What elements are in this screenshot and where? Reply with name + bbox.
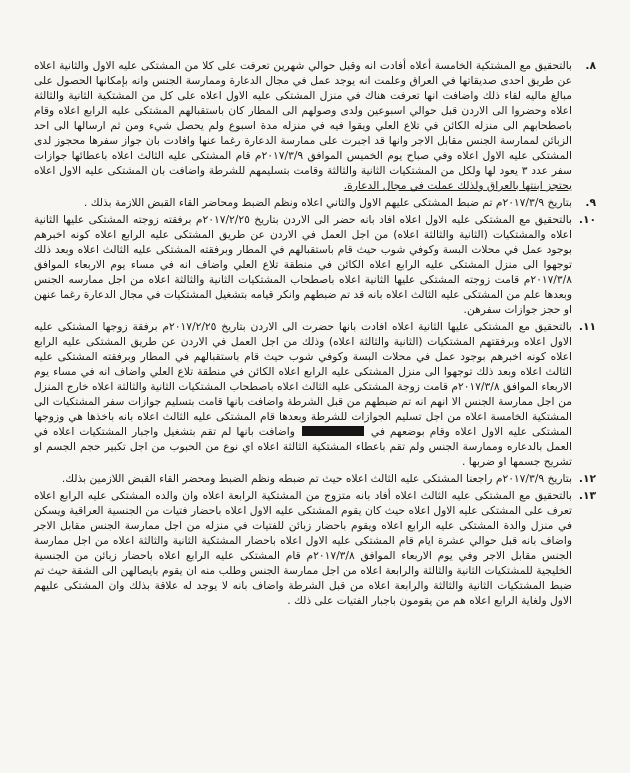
paragraph-text: بالتحقيق مع المشتكى عليه الثالث اعلاه أفاد بانه متزوج من المشتكية الرابعة اعلاه وان والده المشتكى عليه الرابع اعلاه تعرف على المشتكى عليه الاول اعلاه حيث كان يقوم المشتكى عليه الاول اعلاه باحضار فتيات من الجنسية العراقية ويسكن في منزل والدة المشتكى عليه الرابع اعلاه ويقوم باحضار زبائن للفتيات في منزله من اجل ممارسة الجنس مقابل الاجر واضاف بانه قبل حوالي عشرة ايام قام المشتكى عليه الاول اعلاه باحضار المشتكية الثانية والثالثة اعلاه من اجل ممارسة الجنس مقابل الاجر وفي يوم الاربعاء الموافق ٢٠١٧/٣/٨م قام المشتكى عليه الرابع اعلاه باحضار زبائن من الجنسية الخليجية للمشتكيات الثانية والثالثة والرابعة اعلاه من اجل ممارسة الجنس وطلب منه ان يقوم بايصالهن الى الشقة حيث تم ضبط المشتكيات الثانية والثالثة والرابعة اعلاه من قبل الشرطة واضاف بانه لا يوجد له علاقة بذلك وان المشتكى عليهم الاول ولغاية الرابع اعلاه هم من يقومون باجبار الفتيات على ذلك . [34, 489, 572, 607]
paragraph-number: ٩. [585, 196, 596, 209]
paragraph-text: بتاريخ ٢٠١٧/٣/٩م راجعنا المشتكى عليه الثالث اعلاه حيث تم ضبطه ونظم الضبط ومحضر القاء القبض اللازمين بذلك. [61, 472, 572, 485]
underlined-text: يحتجز ابنتها بالعراق ولذلك عملت في مجال الدعارة. [343, 179, 572, 192]
redaction-mark [302, 426, 364, 436]
paragraph-12 [34, 471, 596, 486]
paragraph-10 [34, 212, 596, 317]
paragraph-number: ١٣. [578, 489, 596, 502]
paragraph-number: ٨. [585, 59, 596, 72]
paragraph-number: ١٢. [578, 472, 596, 485]
paragraph-11 [34, 319, 596, 469]
paragraph-text: بالتحقيق مع المشتكى عليها الثانية اعلاه افادت بانها حضرت الى الاردن بتاريخ ٢٠١٧/٢/٢٥م برفقة زوجها المشتكى عليه الاول اعلاه وبرفقتهم المشتكيات (الثانية والثالثة اعلاه) وذلك من اجل العمل في الاردن عن طريق المشتكى عليه الرابع اعلاه كونه اخبرهم بوجود عمل في محلات البسة وكوفي شوب حيث قام باستقبالهم في المطار وبرفقته المشتكى عليه الثالث اعلاه وبعد ذلك توجهوا الى منزل المشتكى عليه الرابع اعلاه الكائن في منطقة تلاع العلي واضاف انه في مساء يوم الاربعاء الموافق ٢٠١٧/٣/٨م قامت زوجة المشتكى عليه الثالث اعلاه باصطحاب المشتكيات الثانية والثالثة اعلاه خارج المنزل من اجل ممارسة الجنس الا انهم انه تم ضبطهم من قبل الشرطة واضافت بانها قامت بتسليم جوازات سفر المشتكيات الى المشتكية الخامسة اعلاه من اجل تسليم الجوازات للشرطة وبعدها قام المشتكى عليه الثالث اعلاه بانه باخذها هي وزوجها المشتكى عليه الاول اعلاه وقام بوضعهم في [34, 320, 573, 438]
paragraph-text-continued: واضافت بانها لم تقم بتشغيل واجبار المشتكيات اعلاه في العمل بالدعاره وممارسة الجنس ولم تقم باعطاء المشتكية الثالثة اعلاه اي نوع من الحبوب من اجل تكبير حجم الجسم او تشريح جسمها او ضربها . [34, 425, 572, 468]
paragraph-number: ١١. [578, 320, 596, 333]
paragraph-text: بالتحقيق مع المشتكى عليه الاول اعلاه افاد بانه حضر الى الاردن بتاريخ ٢٠١٧/٢/٢٥م برفقته زوجته المشتكى عليها الثانية اعلاه والمشتكيات (الثانية والثالثة اعلاه) من اجل العمل في الاردن عن طريق المشتكى عليه الرابع اعلاه كونه اخبرهم بوجود عمل في محلات البسة وكوفي شوب حيث قام باستقبالهم في المطار وبرفقته المشتكى عليه الثالث اعلاه وبعد ذلك توجهوا الى منزل المشتكى عليه الرابع اعلاه الكائن في منطقة تلاع العلي واضاف انه في مساء يوم الاربعاء الموافق ٢٠١٧/٣/٨م قامت زوجته المشتكى عليها الثانية اعلاه باصطحاب المشتكيات الثانية والثالثة اعلاه من اجل ممارسه الجنس وبعدها علم من المشتكى عليه الثالث اعلاه بانه قد تم ضبطهم وانكر قيامه بتشغيل المشتكيات في مجال الدعارة رغما عنهن او حجز جوازات سفرهن. [34, 213, 572, 316]
paragraph-13 [34, 488, 596, 608]
paragraph-text: بتاريخ ٢٠١٧/٣/٩م تم ضبط المشتكى عليهم الاول والثاني اعلاه ونظم الضبط ومحاضر القاء القبض اللازمة بذلك . [83, 196, 572, 209]
paragraph-9 [34, 195, 596, 210]
document-body [34, 58, 596, 608]
paragraph-text: بالتحقيق مع المشتكية الخامسة أعلاه أفادت انه وقبل حوالي شهرين تعرفت على كلا من المشتكى عليه الاول والثانية اعلاه عن طريق احدى صديقاتها في العراق وعلمت انه يوجد عمل في مجال الدعارة وممارسة الجنس وانه بإمكانها الحصول على مبالغ ماليه لقاء ذلك واضافت انها تعرفت هناك في منزل المشتكى عليه الاول اعلاه على كل من المشتكية الثانية والثالثة اعلاه وحضروا الى الاردن قبل حوالي اسبوعين ولدى وصولهم الى المطار كان باستقبالهم المشتكى عليه الرابع اعلاه وقام باصطحابهم الى منزله الكائن في تلاع العلي ويقوا فيه في منزله مدة اسبوع ولم يحصل شيء ومن ثم ارسالها الى احد الزبائن لممارسة الجنس مقابل الاجر وانها قد اجبرت على ممارسة الدعارة رغما عنها وافادت بان جواز سفرها محجوز لدى المشتكى عليه الاول اعلاه وفي صباح يوم الخميس الموافق ٢٠١٧/٣/٩م قام المشتكى عليه الثالث اعلاه باعطائها جوازات سفر عدد ٣ يعود لها ولكل من المشتكيات الثانية والثالثة وقامت بتسليمهم للشرطة واضافت بان المشتكى عليه الاول اعلاه [34, 59, 572, 177]
paragraph-number: ١٠. [578, 213, 596, 226]
paragraph-8 [34, 58, 596, 193]
